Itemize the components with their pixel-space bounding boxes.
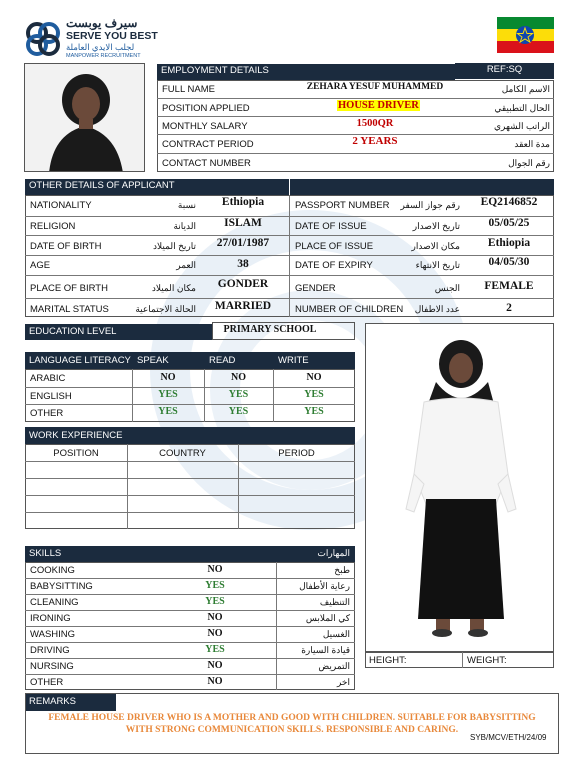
- ar-place-of-birth: مكان الميلاد: [151, 283, 196, 293]
- lang-other-write: YES: [304, 406, 324, 417]
- skill-nursing-label: NURSING: [30, 661, 74, 672]
- flag-star-icon: [515, 25, 535, 45]
- emp-value-full-name: ZEHARA YESUF MUHAMMED: [306, 82, 444, 92]
- skill-nursing-ar: التمريض: [318, 661, 350, 671]
- skill-ironing-value: NO: [207, 612, 223, 623]
- language-speak-header: SPEAK: [137, 355, 169, 366]
- skills-title-ar: المهارات: [317, 548, 350, 558]
- emp-value-salary: 1500QR: [356, 118, 394, 129]
- person-full-body-icon: [366, 324, 554, 652]
- skill-other-label: OTHER: [30, 677, 64, 688]
- logo-knot-icon: [24, 20, 62, 58]
- ar-date-of-issue: تاريخ الاصدار: [412, 221, 460, 231]
- emp-label-position: POSITION APPLIED: [162, 103, 250, 114]
- ar-dob: تاريخ الميلاد: [153, 241, 196, 251]
- emp-label-contract: CONTRACT PERIOD: [162, 139, 254, 150]
- ar-age: العمر: [176, 260, 196, 270]
- ar-marital-status: الحالة الاجتماعية: [135, 304, 196, 314]
- value-passport-number: EQ2146852: [480, 196, 538, 208]
- education-value: PRIMARY SCHOOL: [223, 324, 317, 335]
- ar-place-of-issue: مكان الاصدار: [411, 241, 460, 251]
- skill-washing-ar: الغسيل: [322, 629, 350, 639]
- remarks-title: REMARKS: [29, 696, 76, 707]
- label-place-of-issue: PLACE OF ISSUE: [295, 241, 374, 252]
- label-marital-status: MARITAL STATUS: [30, 304, 109, 315]
- label-gender: GENDER: [295, 283, 336, 294]
- value-date-of-expiry: 04/05/30: [488, 256, 530, 268]
- value-age: 38: [237, 258, 249, 270]
- skill-ironing-ar: كي الملابس: [305, 613, 350, 623]
- ref-box: [455, 63, 554, 79]
- skill-babysitting-label: BABYSITTING: [30, 581, 93, 592]
- ar-gender: الجنس: [434, 283, 460, 293]
- skill-cleaning-ar: التنظيف: [319, 597, 350, 607]
- emp-label-contact: CONTACT NUMBER: [162, 158, 251, 169]
- ethiopia-flag: [497, 17, 554, 53]
- logo-sub: MANPOWER RECRUITMENT: [66, 53, 141, 59]
- skill-ironing-label: IRONING: [30, 613, 71, 624]
- lang-english-read: YES: [228, 389, 249, 400]
- lang-arabic-label: ARABIC: [30, 373, 66, 384]
- skill-cooking-value: NO: [207, 564, 223, 575]
- portrait-photo: [24, 63, 145, 172]
- skill-cooking-ar: طبخ: [334, 565, 350, 575]
- ar-religion: الديانة: [173, 221, 196, 231]
- weight-label: WEIGHT:: [467, 655, 507, 666]
- label-date-of-expiry: DATE OF EXPIRY: [295, 260, 373, 271]
- document-code: SYB/MCV/ETH/24/09: [470, 733, 547, 742]
- education-title: EDUCATION LEVEL: [29, 326, 117, 337]
- work-col-period: PERIOD: [278, 448, 315, 459]
- language-title: LANGUAGE LITERACY: [29, 355, 131, 366]
- ar-number-of-children: عدد الاطفال: [414, 304, 460, 314]
- emp-value-contract: 2 YEARS: [352, 135, 398, 147]
- emp-label-salary: MONTHLY SALARY: [162, 121, 248, 132]
- label-place-of-birth: PLACE OF BIRTH: [30, 283, 108, 294]
- skill-other-value: NO: [207, 676, 223, 687]
- work-experience-title: WORK EXPERIENCE: [29, 430, 123, 441]
- full-body-photo: [365, 323, 554, 652]
- value-place-of-issue: Ethiopia: [487, 237, 531, 249]
- skill-babysitting-value: YES: [205, 580, 225, 591]
- work-col-position: POSITION: [53, 448, 99, 459]
- ref-label: REF:SQ: [486, 64, 523, 75]
- skill-cleaning-label: CLEANING: [30, 597, 79, 608]
- logo-arabic-sub: لجلب الايدي العاملة: [66, 42, 135, 52]
- employment-details-header: [157, 64, 455, 80]
- emp-ar-contact: رقم الجوال: [508, 158, 550, 168]
- skill-cooking-label: COOKING: [30, 565, 75, 576]
- value-place-of-birth: GONDER: [217, 278, 269, 290]
- value-date-of-issue: 05/05/25: [488, 217, 530, 229]
- value-number-of-children: 2: [506, 302, 512, 314]
- label-passport-number: PASSPORT NUMBER: [295, 200, 390, 211]
- skill-washing-value: NO: [207, 628, 223, 639]
- skill-babysitting-ar: رعاية الأطفال: [299, 581, 350, 591]
- lang-other-read: YES: [228, 406, 249, 417]
- remarks-line-1: FEMALE HOUSE DRIVER WHO IS A MOTHER AND GOOD WITH CHILDREN. SUITABLE FOR BABYSITTING: [48, 713, 536, 723]
- value-dob: 27/01/1987: [216, 237, 270, 249]
- work-experience-header: [25, 427, 355, 444]
- label-number-of-children: NUMBER OF CHILDREN: [295, 304, 404, 315]
- lang-english-speak: YES: [158, 389, 178, 400]
- label-religion: RELIGION: [30, 221, 76, 232]
- label-dob: DATE OF BIRTH: [30, 241, 102, 252]
- emp-ar-contract: مدة العقد: [514, 139, 550, 149]
- height-label: HEIGHT:: [369, 655, 407, 666]
- education-header: [25, 324, 212, 340]
- emp-value-position: HOUSE DRIVER: [338, 100, 419, 111]
- work-col-country: COUNTRY: [159, 448, 206, 459]
- skill-driving-value: YES: [205, 644, 225, 655]
- emp-ar-full-name: الاسم الكامل: [501, 84, 550, 94]
- value-nationality: Ethiopia: [221, 196, 265, 208]
- lang-english-write: YES: [304, 389, 324, 400]
- label-age: AGE: [30, 260, 51, 271]
- skill-driving-ar: قيادة السيارة: [301, 645, 350, 655]
- skill-driving-label: DRIVING: [30, 645, 70, 656]
- label-date-of-issue: DATE OF ISSUE: [295, 221, 367, 232]
- company-logo: [24, 16, 158, 60]
- emp-ar-position: الحال التطبيقي: [494, 103, 550, 113]
- skills-title: SKILLS: [29, 548, 62, 559]
- value-religion: ISLAM: [224, 217, 262, 229]
- lang-other-speak: YES: [158, 406, 178, 417]
- other-details-title: OTHER DETAILS OF APPLICANT: [29, 180, 175, 191]
- employment-details-title: EMPLOYMENT DETAILS: [161, 65, 269, 76]
- logo-name: SERVE YOU BEST: [66, 30, 158, 42]
- remarks-box: [25, 693, 559, 754]
- emp-ar-salary: الراتب الشهري: [494, 121, 550, 131]
- lang-arabic-read: NO: [231, 372, 246, 383]
- ar-nationality: نسبة: [177, 200, 196, 210]
- skill-other-ar: اخر: [336, 677, 350, 687]
- remarks-line-2: WITH STRONG COMMUNICATION SKILLS. RESPONSIBLE AND CARING.: [125, 725, 459, 735]
- person-portrait-icon: [25, 64, 145, 172]
- language-read-header: READ: [209, 355, 236, 366]
- emp-label-full-name: FULL NAME: [162, 84, 215, 95]
- lang-other-label: OTHER: [30, 408, 64, 419]
- value-marital-status: MARRIED: [214, 300, 272, 312]
- ar-passport-number: رقم جواز السفر: [400, 200, 460, 210]
- skill-cleaning-value: YES: [205, 596, 225, 607]
- ar-date-of-expiry: تاريخ الانتهاء: [415, 260, 460, 270]
- skill-washing-label: WASHING: [30, 629, 76, 640]
- logo-arabic: سيرف يوبست: [66, 16, 138, 30]
- language-write-header: WRITE: [278, 355, 309, 366]
- skill-nursing-value: NO: [207, 660, 223, 671]
- label-nationality: NATIONALITY: [30, 200, 92, 211]
- lang-arabic-speak: NO: [160, 372, 176, 383]
- lang-english-label: ENGLISH: [30, 391, 72, 402]
- value-gender: FEMALE: [484, 280, 534, 292]
- lang-arabic-write: NO: [306, 372, 322, 383]
